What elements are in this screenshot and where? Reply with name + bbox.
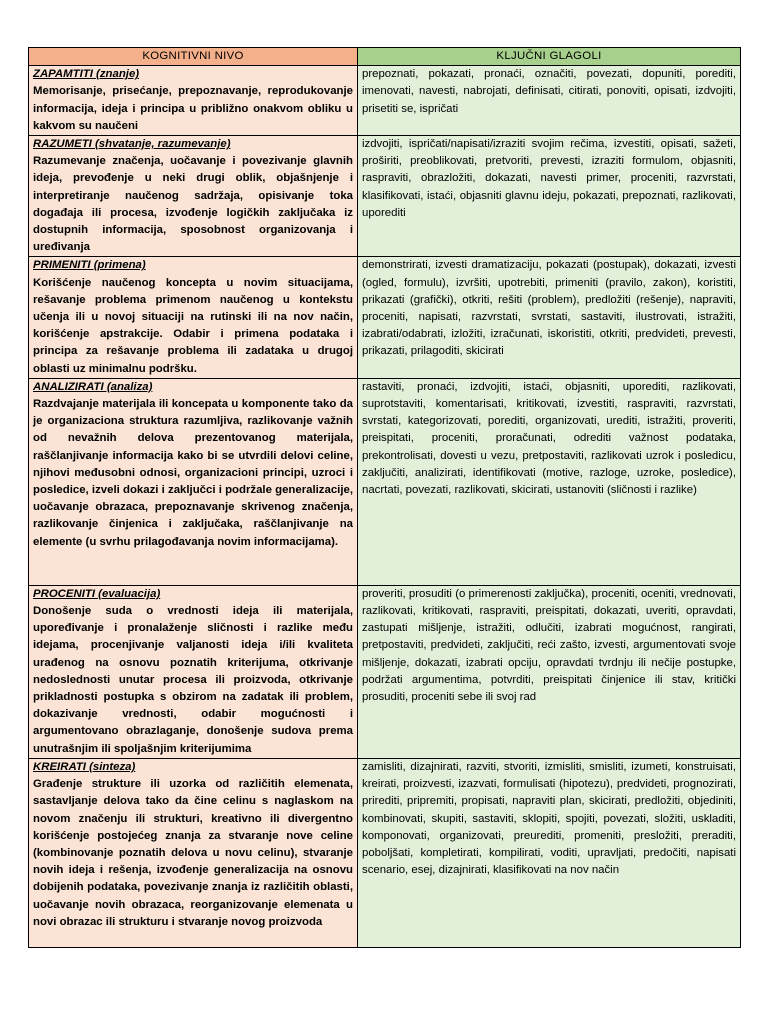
verbs-cell: zamisliti, dizajnirati, razviti, stvoriti, izmisliti, smisliti, izumeti, konstruisati, kreirati, proizvesti, izazvati, formulisati (hipotezu), predvideti, prognozirati, prirediti, pripremiti, propisati, napraviti plan, skicirati, predložiti, objediniti, kombinovati, skupiti, sastaviti, sklopiti, spojiti, povezati, složiti, uskladiti, komponovati, organizovati, preurediti, promeniti, presložiti, preraditi, poboljšati, kompletirati, kompilirati, voditi, upravljati, predočiti, napisati scenario, esej, dizajnirati, klasifikovati na nov način	[358, 758, 741, 947]
table-row-evaluate	[29, 585, 741, 758]
header-key-verbs: KLJUČNI GLAGOLI	[358, 48, 741, 66]
level-description: Donošenje suda o vrednosti ideja ili materijala, upoređivanje i pronalaženje sličnosti i razlike među idejama, procenjivanje valjanosti ideja i/ili kvaliteta urađenog na osnovu poznatih kriterijuma, otkrivanje nedoslednosti unutar procesa ili proizvoda, otkrivanje prikladnosti postupka s obzirom na zadatak ili problem, dokazivanje vrednosti, odabir mogućnosti i argumentovano obrazlaganje, donošenje sudova prema unutrašnjim ili spoljašnjim kriterijumima	[33, 605, 353, 755]
header-cognitive-level: KOGNITIVNI NIVO	[29, 48, 358, 66]
level-title: ZAPAMTITI (znanje)	[33, 68, 140, 81]
level-description: Građenje strukture ili uzorka od različitih elemenata, sastavljanje delova tako da čine celinu s naglaskom na novom značenju ili strukturi, kreativno ili divergentno korišćenje postojećeg znanja za stvaranje nove celine (kombinovanje poznatih delova u novu celinu), stvaranje novih ideja i rešenja, izvođenje generalizacija na osnovu dobijenih podataka, povezivanje znanja iz različitih oblasti, uočavanje novih obrazaca, reorganizovanje elemenata u novi obrazac ili strukturu i stvaranje novog proizvoda	[33, 778, 353, 928]
level-title: RAZUMETI (shvatanje, razumevanje)	[33, 138, 231, 151]
table-row-create	[29, 758, 741, 947]
table-row-understand	[29, 136, 741, 257]
level-cell	[29, 66, 358, 136]
verbs-cell: demonstrirati, izvesti dramatizaciju, pokazati (postupak), dokazati, izvesti (ogled, formulu), izvršiti, upotrebiti, primeniti (pravilo, zakon), koristiti, prikazati (grafički), otkriti, rešiti (problem), predložiti (rešenje), napraviti, proceniti, napisati, razvrstati, svrstati, sastaviti, ilustrovati, istražiti, izabrati/odabrati, izložiti, izračunati, iskoristiti, otkriti, predvideti, prevesti, prikazati, prilagoditi, skicirati	[358, 257, 741, 378]
level-cell	[29, 585, 358, 758]
level-title: ANALIZIRATI (analiza)	[33, 380, 153, 393]
level-description: Korišćenje naučenog koncepta u novim situacijama, rešavanje problema primenom naučenog u kontekstu učenja ili u novoj situaciji na rutinski ili na nov način, korišćenje apstrakcije. Odabir i primena podataka i principa za rešavanje problema ili zadataka u drugoj oblasti uz minimalnu podršku.	[33, 276, 353, 375]
table-header-row	[29, 48, 741, 66]
level-cell	[29, 136, 358, 257]
level-description: Razumevanje značenja, uočavanje i povezivanje glavnih ideja, prevođenje u neki drugi oblik, objašnjenje i interpretiranje naučenog sadržaja, opisivanje toka događaja ili procesa, izvođenje logičkih zaključaka iz dostupnih informacija, sposobnost organizovanja i uređivanja	[33, 155, 353, 254]
verbs-cell: rastaviti, pronaći, izdvojiti, istaći, objasniti, uporediti, razlikovati, suprotstaviti, komentarisati, kritikovati, izvestiti, raspraviti, razvrstati, svrstati, kategorizovati, porediti, organizovati, urediti, istražiti, proveriti, preispitati, proceniti, proračunati, odrediti važnost podataka, prekontrolisati, dovesti u vezu, pretpostaviti, razlikovati uzrok i posledicu, zaključiti, analizirati, identifikovati (motive, razloge, uzroke, posledice), nacrtati, povezati, razlikovati, skicirati, ustanoviti (sličnosti i razlike)	[358, 378, 741, 585]
level-title: PROCENITI (evaluacija)	[33, 587, 161, 600]
level-cell	[29, 758, 358, 947]
verbs-cell: prepoznati, pokazati, pronaći, označiti, povezati, dopuniti, porediti, imenovati, navesti, nabrojati, definisati, citirati, ponoviti, opisati, izdvojiti, prisetiti se, ispričati	[358, 66, 741, 136]
level-description: Razdvajanje materijala ili koncepata u komponente tako da je organizaciona struktura razumljiva, razlikovanje važnih od nevažnih delova prezentovanog materijala, raščlanjivanje informacija kako bi se utvrdili delovi celine, njihovi međusobni odnosi, organizacioni principi, uzroci i posledice, izveli dokazi i zaključci i podržale generalizacije, uočavanje obrazaca, prepoznavanje skrivenog značenja, razlikovanje činjenica i zaključaka, raščlanjivanje na elemente (u svrhu prilagođavanja novim informacijama).	[33, 398, 353, 548]
table-row-apply	[29, 257, 741, 378]
cognitive-levels-table	[28, 47, 741, 948]
table-row-analyze	[29, 378, 741, 585]
level-cell	[29, 257, 358, 378]
verbs-cell: proveriti, prosuditi (o primerenosti zaključka), proceniti, oceniti, vrednovati, razlikovati, kritikovati, raspraviti, preispitati, dokazati, uveriti, opravdati, zastupati mišljenje, istražiti, odlučiti, izabrati mogućnost, rangirati, pretpostaviti, predvideti, zaključiti, reći zašto, izvesti, argumentovati svoje mišljenje, dokazati, izabrati opciju, opravdati tvrdnju ili nečije postupke, podržati argumentima, potvrditi, preispitati činjenice ili stav, kritički prosuditi, proceniti sebe ili svoj rad	[358, 585, 741, 758]
verbs-cell: izdvojiti, ispričati/napisati/izraziti svojim rečima, izvestiti, opisati, sažeti, proširiti, preoblikovati, pretvoriti, prevesti, izraziti formulom, objasniti, raspraviti, obrazložiti, dokazati, navesti primer, proceniti, razvrstati, klasifikovati, istaći, objasniti glavnu ideju, pokazati, prepoznati, razlikovati, uporediti	[358, 136, 741, 257]
level-title: PRIMENITI (primena)	[33, 259, 146, 272]
table-row-remember	[29, 66, 741, 136]
level-title: KREIRATI (sinteza)	[33, 760, 136, 773]
level-cell	[29, 378, 358, 585]
level-description: Memorisanje, prisećanje, prepoznavanje, reprodukovanje informacija, ideja i principa u približno onakvom obliku u kakvom su naučeni	[33, 85, 353, 132]
